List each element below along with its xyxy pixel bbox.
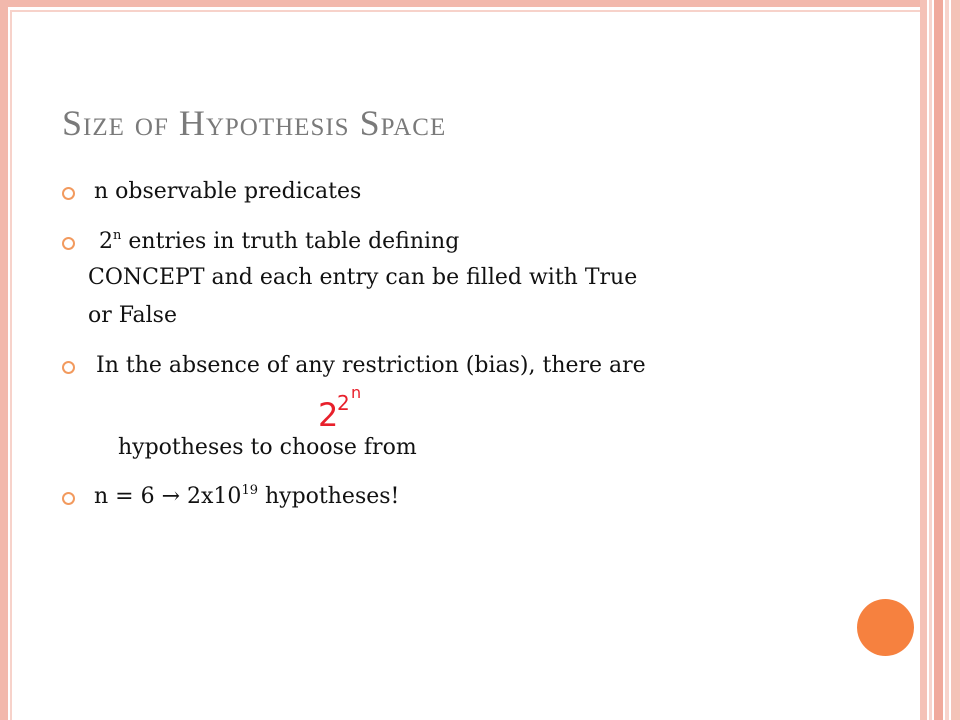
bullet-suffix: hypotheses! [264, 484, 400, 509]
frame-left-border [0, 0, 8, 720]
slide-title: Size of Hypothesis Space [62, 103, 447, 143]
superscript: n [113, 228, 122, 243]
bullet-circle-icon [62, 361, 75, 374]
frame-top-border [0, 0, 925, 7]
bullet-text-line1 [99, 228, 459, 259]
decor-stripe [920, 0, 927, 720]
frame-inner-left-border [10, 10, 12, 720]
decor-stripe [934, 0, 943, 720]
bullet-circle-icon [62, 492, 75, 505]
bullet-prefix: n = 6 [94, 484, 155, 509]
decor-stripe [945, 0, 949, 720]
arrow-icon: → [161, 484, 181, 509]
bullet-text: In the absence of any restriction (bias), there are [96, 353, 646, 378]
formula-base: 2 [318, 396, 339, 434]
bullet-continuation: hypotheses to choose from [118, 435, 417, 460]
bullet-text [94, 483, 399, 514]
decor-stripe [951, 0, 960, 720]
formula-exponent-exponent: n [351, 383, 362, 402]
decor-stripe [929, 0, 932, 720]
bullet-prefix: 2 [99, 229, 113, 254]
frame-inner-top-border [10, 10, 925, 12]
bullet-text: n observable predicates [94, 179, 362, 204]
decor-orange-circle [857, 599, 914, 656]
bullet-text-rest: entries in truth table defining [128, 229, 460, 254]
bullet-circle-icon [62, 187, 75, 200]
bullet-text-line3: or False [88, 303, 177, 328]
formula-exponent: 2 [337, 391, 350, 415]
bullet-circle-icon [62, 237, 75, 250]
value-base: 2x10 [187, 484, 242, 509]
superscript: 19 [241, 483, 258, 498]
bullet-text-line2: CONCEPT and each entry can be filled with True [88, 265, 638, 290]
